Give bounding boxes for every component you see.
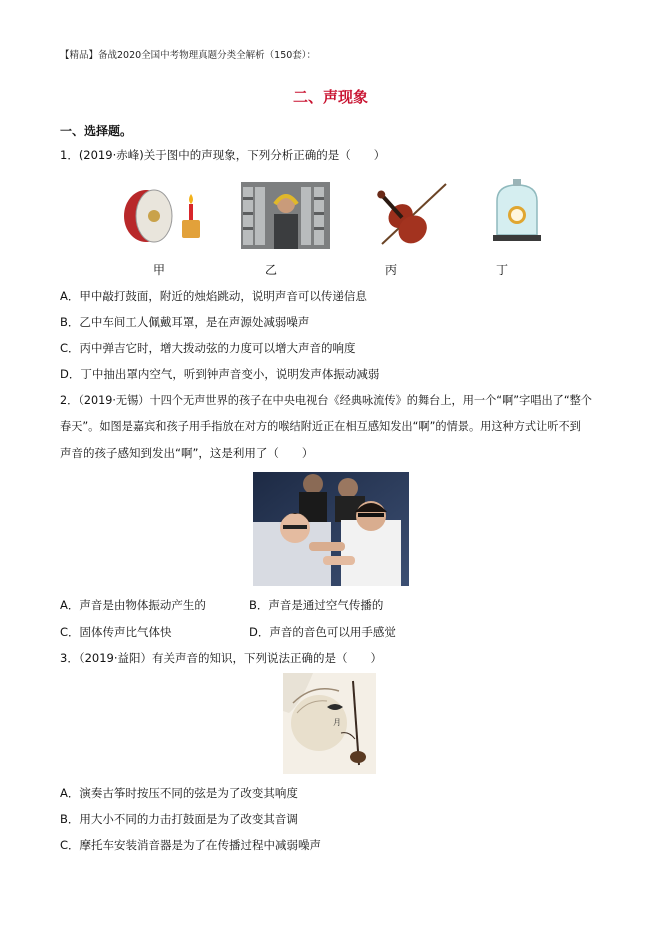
q2-option-a: A．声音是由物体振动产生的 [60,598,206,612]
violin-image [374,178,450,248]
q2-option-d: D．声音的音色可以用手感觉 [249,625,396,639]
q1-stem: 1．(2019·赤峰)关于图中的声现象，下列分析正确的是（ ） [60,148,386,162]
q2-stem-line-1: 2．（2019·无锡）十四个无声世界的孩子在中央电视台《经典咏流传》的舞台上，用一个“啊”字唱出了“整个 [60,394,592,407]
q2-stem-line-2: 春天”。如图是嘉宾和孩子用手指放在对方的喉结附近正在相互感知发出“啊”的情景。用这种方式让听不到 [60,420,581,433]
q2-option-c: C．固体传声比气体快 [60,625,172,639]
q1-caption-jia: 甲 [153,263,166,277]
q3-option-b: B．用大小不同的力击打鼓面是为了改变其音调 [60,812,298,826]
q3-option-c: C．摩托车安装消音器是为了在传播过程中减弱噪声 [60,838,322,852]
q2-stem-line-3: 声音的孩子感知到发出“啊”，这是利用了（ ） [60,446,314,460]
q1-caption-bing: 丙 [385,263,398,277]
erhu-painting-image [283,673,376,774]
page-header: 【精品】备战2020全国中考物理真题分类全解析（150套）： [60,50,317,61]
q1-option-a: A．甲中敲打鼓面，附近的烛焰跳动，说明声音可以传递信息 [60,289,367,303]
q1-option-d: D．丁中抽出罩内空气，听到钟声音变小，说明发声体振动减弱 [60,367,380,381]
q2-option-b: B．声音是通过空气传播的 [249,598,384,612]
tv-show-photo [253,472,409,586]
q1-caption-ding: 丁 [496,263,509,277]
page-title: 二、声现象 [292,88,368,106]
q3-stem: 3．（2019·益阳）有关声音的知识，下列说法正确的是（ ） [60,651,382,665]
factory-worker-image [241,182,330,249]
q1-caption-yi: 乙 [265,263,278,277]
section-heading: 一、选择题。 [60,124,133,138]
q3-option-a: A．演奏古筝时按压不同的弦是为了改变其响度 [60,786,298,800]
svg-text:月: 月 [333,718,341,727]
q1-option-b: B．乙中车间工人佩戴耳罩，是在声源处减弱噪声 [60,315,310,329]
drum-candle-image [116,186,204,246]
bell-jar-image [489,179,545,245]
q1-option-c: C．丙中弹吉它时，增大拨动弦的力度可以增大声音的响度 [60,341,356,355]
